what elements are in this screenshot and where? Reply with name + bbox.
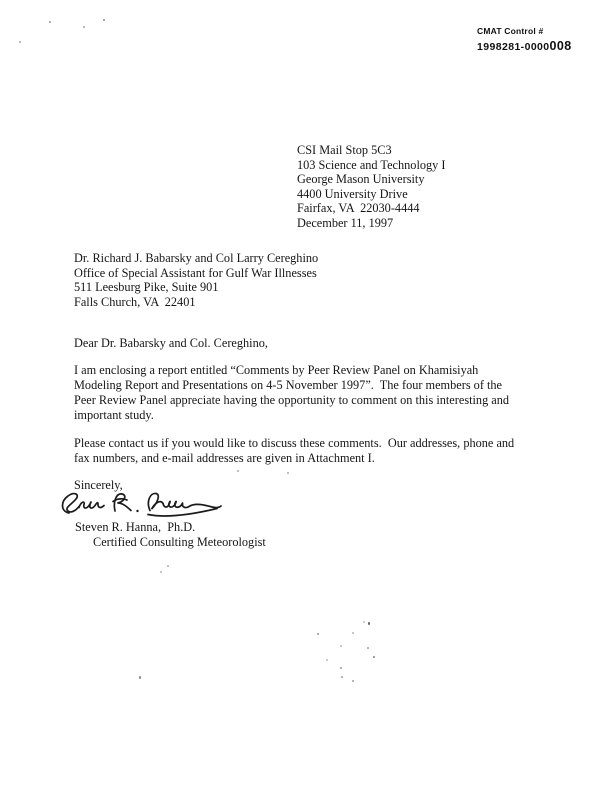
- recipient-address-line: 511 Leesburg Pike, Suite 901: [74, 280, 219, 295]
- scan-speck: [19, 41, 21, 43]
- scan-speck: [352, 680, 354, 682]
- scan-speck: [326, 659, 328, 661]
- body-line: important study.: [74, 408, 154, 422]
- body-paragraph-2: [74, 436, 514, 466]
- scan-speck: [287, 472, 289, 474]
- salutation: Dear Dr. Babarsky and Col. Cereghino,: [74, 336, 268, 350]
- sender-address-line: 103 Science and Technology I: [297, 157, 446, 172]
- scan-speck: [340, 667, 342, 669]
- valediction: Sincerely,: [74, 478, 123, 492]
- signer-title: Certified Consulting Meteorologist: [93, 535, 266, 549]
- body-line: I am enclosing a report entitled “Comments by Peer Review Panel on Khamisiyah: [74, 363, 479, 377]
- scan-speck: [237, 470, 239, 472]
- scan-speck: [363, 621, 365, 623]
- body-line: Peer Review Panel appreciate having the opportunity to comment on this interesting and: [74, 393, 510, 407]
- cmat-control-label: CMAT Control #: [477, 26, 544, 36]
- scan-speck: [317, 633, 319, 635]
- scan-speck: [160, 571, 162, 573]
- sender-address-line: George Mason University: [297, 172, 425, 187]
- sender-address-line: Fairfax, VA 22030-4444: [297, 201, 420, 216]
- cmat-control-number-prefix: 1998281-0000: [477, 41, 550, 53]
- sender-address-block: [297, 143, 445, 231]
- recipient-address-line: Dr. Richard J. Babarsky and Col Larry Cereghino: [74, 251, 319, 265]
- sender-address-line: 4400 University Drive: [297, 186, 408, 201]
- letter-date: December 11, 1997: [297, 215, 394, 230]
- scan-speck: [373, 656, 375, 658]
- body-line: fax numbers, and e-mail addresses are given in Attachment I.: [74, 451, 375, 465]
- scan-speck: [49, 21, 51, 23]
- body-line: Please contact us if you would like to discuss these comments. Our addresses, phone and: [74, 436, 515, 450]
- scan-speck: [340, 645, 342, 647]
- signer-name: Steven R. Hanna, Ph.D.: [75, 520, 196, 534]
- cmat-control-number-suffix: 008: [549, 39, 572, 53]
- signature-handwritten-steven-r-hanna: [56, 489, 224, 523]
- recipient-address-line: Office of Special Assistant for Gulf War Illnesses: [74, 265, 317, 280]
- scan-speck: [167, 565, 169, 567]
- scan-speck: [83, 26, 85, 28]
- cmat-control-block: [477, 26, 572, 53]
- body-line: Modeling Report and Presentations on 4-5 November 1997”. The four members of the: [74, 378, 503, 392]
- scan-speck: [139, 676, 141, 679]
- body-paragraph-1: [74, 363, 509, 423]
- scan-speck: [341, 676, 343, 678]
- scan-speck: [367, 647, 369, 649]
- scan-speck: [368, 622, 370, 625]
- sender-address-line: CSI Mail Stop 5C3: [297, 143, 392, 157]
- scan-speck: [103, 19, 105, 21]
- cmat-control-number: [477, 39, 572, 53]
- scan-speck: [352, 632, 354, 634]
- recipient-address-block: [74, 251, 318, 309]
- recipient-address-line: Falls Church, VA 22401: [74, 294, 196, 309]
